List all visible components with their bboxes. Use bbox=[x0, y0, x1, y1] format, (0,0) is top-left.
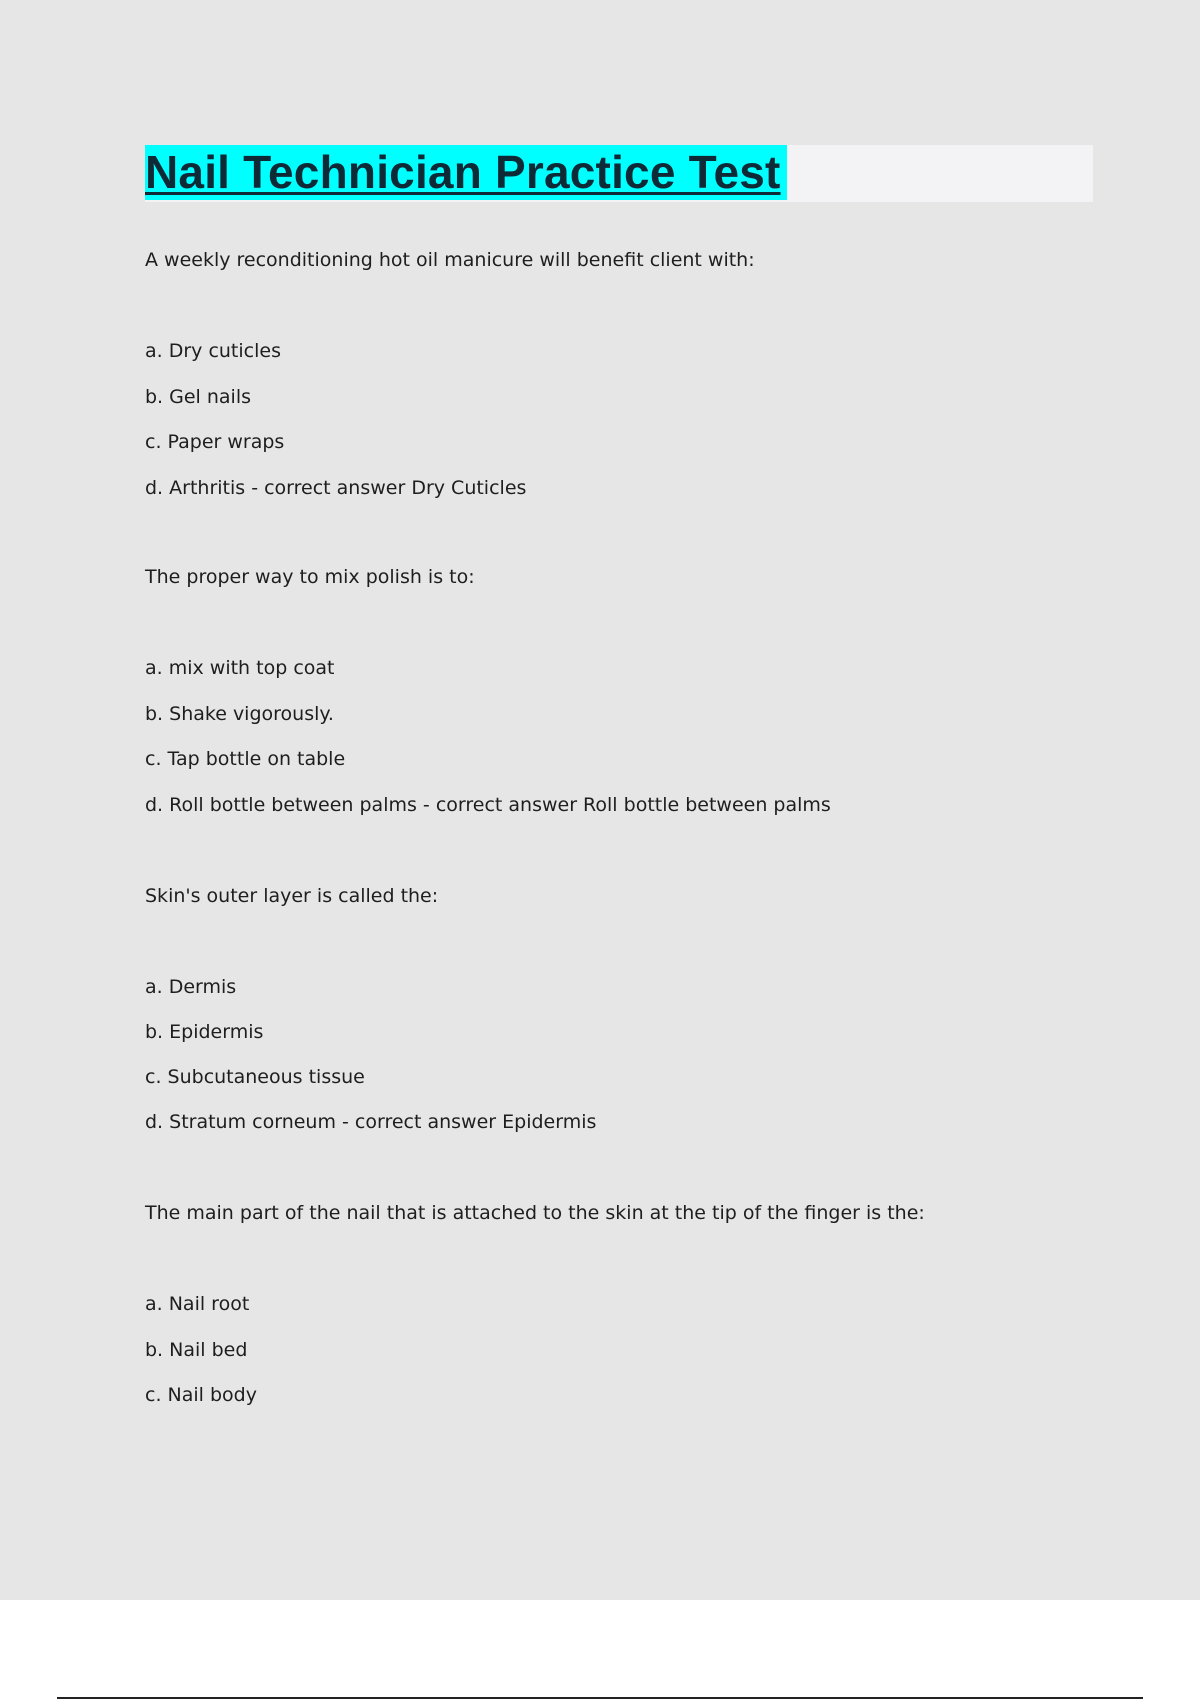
question-2-option-c: c. Tap bottle on table bbox=[145, 748, 346, 770]
question-1-option-c: c. Paper wraps bbox=[145, 431, 285, 453]
question-3-option-d: d. Stratum corneum - correct answer Epidermis bbox=[145, 1111, 597, 1133]
question-3-prompt: Skin's outer layer is called the: bbox=[145, 885, 439, 907]
question-2-option-b: b. Shake vigorously. bbox=[145, 703, 334, 725]
question-3-option-b: b. Epidermis bbox=[145, 1021, 264, 1043]
question-3-option-c: c. Subcutaneous tissue bbox=[145, 1066, 365, 1088]
question-1-option-a: a. Dry cuticles bbox=[145, 340, 281, 362]
question-1-prompt: A weekly reconditioning hot oil manicure will benefit client with: bbox=[145, 249, 755, 271]
question-4-prompt: The main part of the nail that is attached to the skin at the tip of the finger is the: bbox=[145, 1202, 925, 1224]
question-4-option-c: c. Nail body bbox=[145, 1384, 257, 1406]
document-title: Nail Technician Practice Test bbox=[145, 145, 787, 200]
question-2-prompt: The proper way to mix polish is to: bbox=[145, 566, 475, 588]
question-4-option-a: a. Nail root bbox=[145, 1293, 250, 1315]
question-4-option-b: b. Nail bed bbox=[145, 1339, 248, 1361]
question-1-option-b: b. Gel nails bbox=[145, 386, 252, 408]
footer-divider bbox=[57, 1697, 1143, 1699]
question-2-option-d: d. Roll bottle between palms - correct answer Roll bottle between palms bbox=[145, 794, 831, 816]
question-3-option-a: a. Dermis bbox=[145, 976, 237, 998]
question-2-option-a: a. mix with top coat bbox=[145, 657, 335, 679]
question-1-option-d: d. Arthritis - correct answer Dry Cuticles bbox=[145, 477, 527, 499]
